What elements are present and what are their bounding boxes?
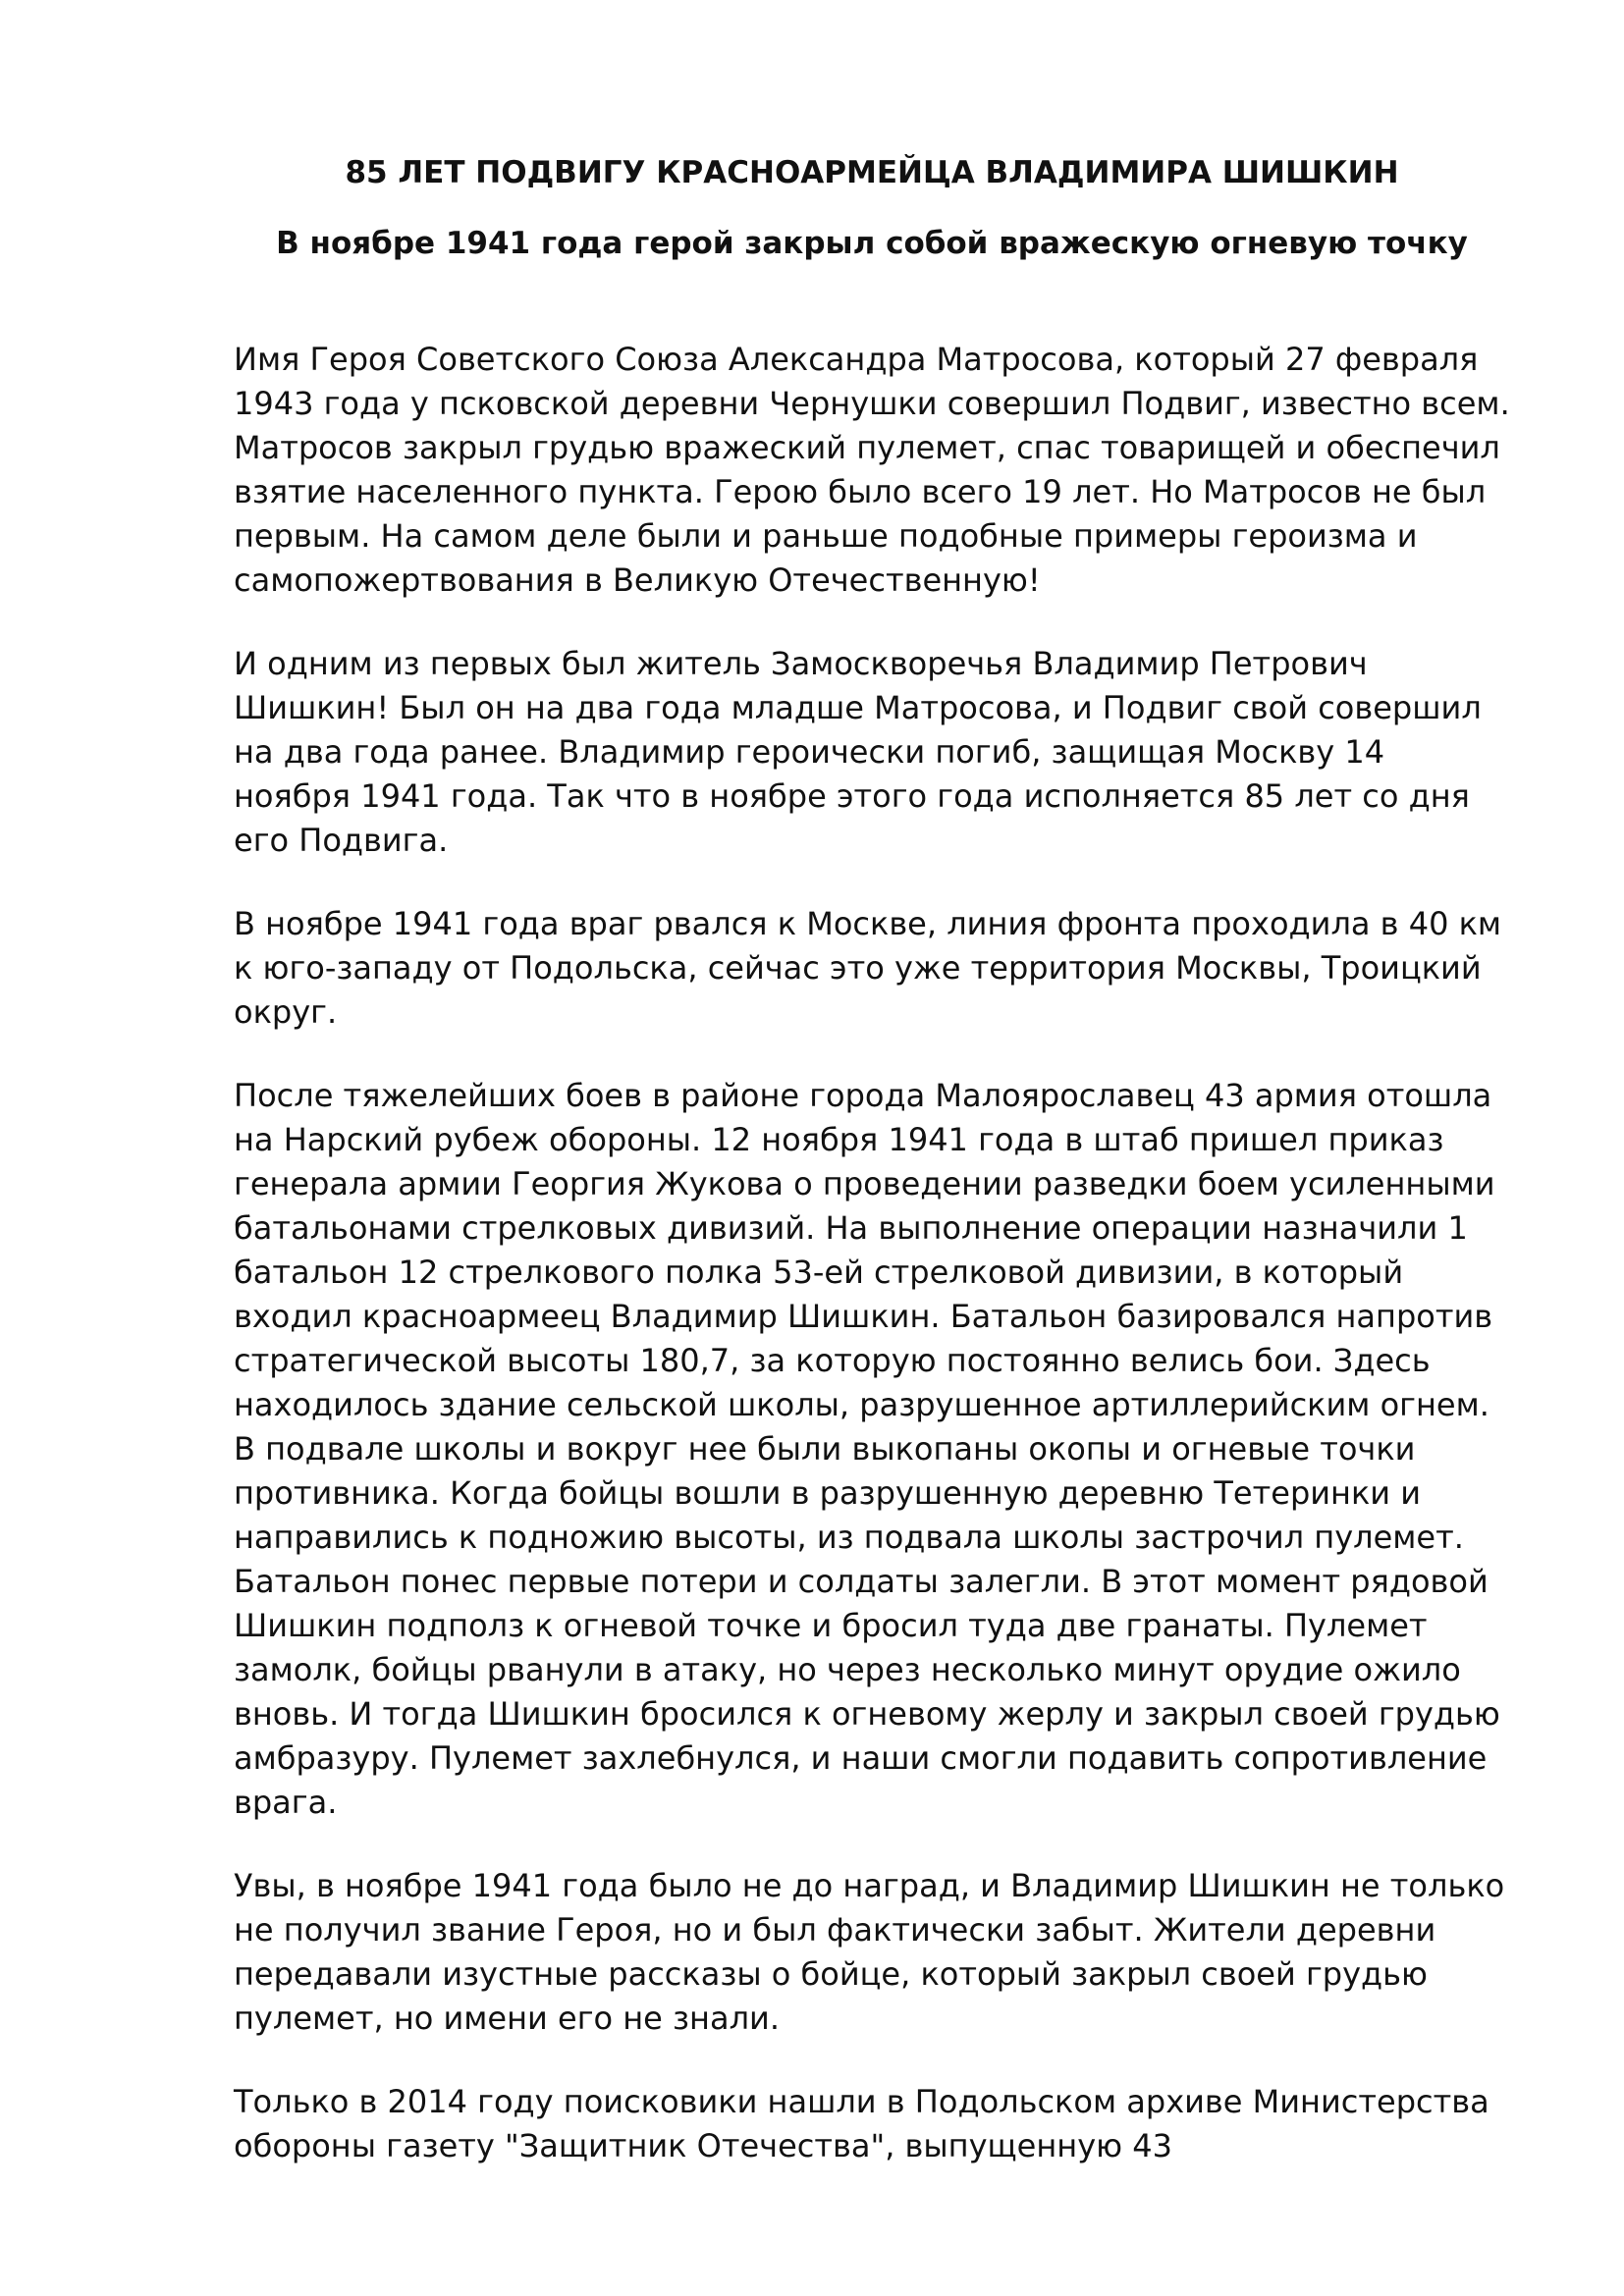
paragraph: И одним из первых был житель Замоскворечья Владимир Петрович Шишкин! Был он на два года младше Матросова, и Подвиг свой совершил на два года ранее. Владимир героически погиб, защищая Москву 14 ноября 1941 года. Так что в ноябре этого года исполняется 85 лет со дня его Подвига. bbox=[234, 645, 1482, 859]
paragraph: Увы, в ноябре 1941 года было не до наград, и Владимир Шишкин не только не получил звание Героя, но и был фактически забыт. Жители деревни передавали изустные рассказы о бойце, который закрыл своей грудью пулемет, но имени его не знали. bbox=[234, 1867, 1505, 2037]
document-page bbox=[234, 0, 1510, 2296]
paragraph: После тяжелейших боев в районе города Малоярославец 43 армия отошла на Нарский рубеж обороны. 12 ноября 1941 года в штаб пришел приказ генерала армии Георгия Жукова о проведении разведки боем усиленными батальонами стрелковых дивизий. На выполнение операции назначили 1 батальон 12 стрелкового полка 53-ей стрелковой дивизии, в который входил красноармеец Владимир Шишкин. Батальон базировался напротив стратегической высоты 180,7, за которую постоянно велись бои. Здесь находилось здание сельской школы, разрушенное артиллерийским огнем. В подвале школы и вокруг нее были выкопаны окопы и огневые точки противника. Когда бойцы вошли в разрушенную деревню Тетеринки и направились к подножию высоты, из подвала школы застрочил пулемет. Батальон понес первые потери и солдаты залегли. В этот момент рядовой Шишкин подполз к огневой точке и бросил туда две гранаты. Пулемет замолк, бойцы рванули в атаку, но через несколько минут орудие ожило вновь. И тогда Шишкин бросился к огневому жерлу и закрыл своей грудью амбразуру. Пулемет захлебнулся, и наши смогли подавить сопротивление врага. bbox=[234, 1077, 1500, 1821]
paragraph: Только в 2014 году поисковики нашли в Подольском архиве Министерства обороны газету "Защитник Отечества", выпущенную 43 bbox=[234, 2083, 1489, 2164]
paragraph: Имя Героя Советского Союза Александра Матросова, который 27 февраля 1943 года у псковской деревни Чернушки совершил Подвиг, известно всем. Матросов закрыл грудью вражеский пулемет, спас товарищей и обеспечил взятие населенного пункта. Герою было всего 19 лет. Но Матросов не был первым. На самом деле были и раньше подобные примеры героизма и самопожертвования в Великую Отечественную! bbox=[234, 341, 1510, 599]
document-title: 85 ЛЕТ ПОДВИГУ КРАСНОАРМЕЙЦА ВЛАДИМИРА ШИШКИН bbox=[345, 155, 1399, 190]
document-body bbox=[234, 338, 1510, 2208]
document-subtitle: В ноябре 1941 года герой закрыл собой вражескую огневую точку bbox=[276, 226, 1468, 261]
paragraph: В ноябре 1941 года враг рвался к Москве, линия фронта проходила в 40 км к юго-западу от Подольска, сейчас это уже территория Москвы, Троицкий округ. bbox=[234, 905, 1502, 1031]
